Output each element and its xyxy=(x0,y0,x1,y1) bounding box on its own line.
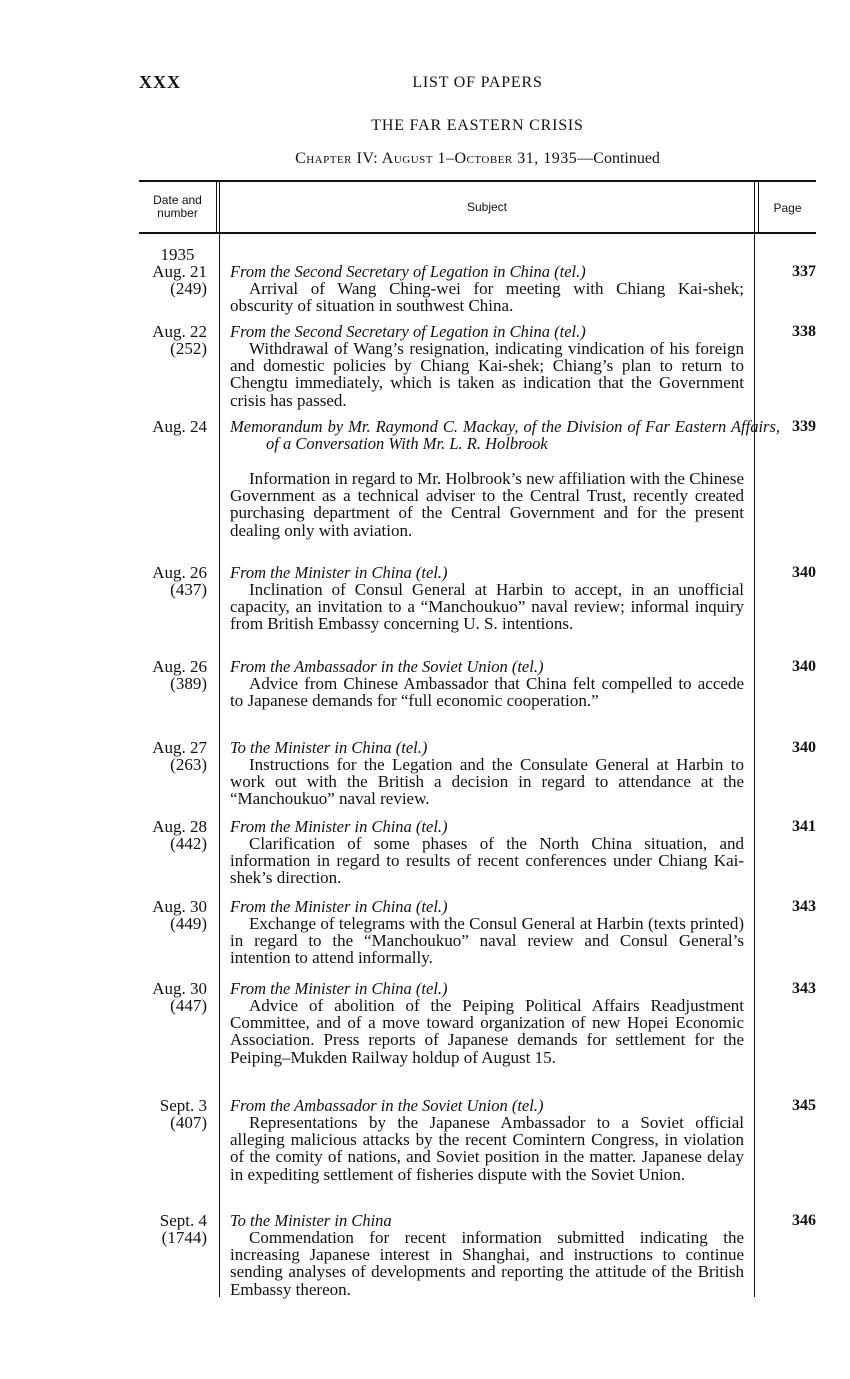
entry-title: From the Minister in China (tel.) xyxy=(230,817,448,836)
entry-date: Aug. 28 xyxy=(152,817,207,836)
entry-page: 339 xyxy=(792,418,816,435)
entry-description: Representations by the Japanese Ambassador to a Soviet official alleging malicious attacks by the recent Comintern Congress, in violation of the comity of nations, and Soviet position in the matter. Japanese delay in expediting settlement of fisheries dispute with the Soviet Union. xyxy=(230,1113,744,1184)
chapter-heading xyxy=(139,150,816,168)
entry-title: From the Ambassador in the Soviet Union (tel.) xyxy=(230,1096,544,1115)
entry-title: From the Second Secretary of Legation in China (tel.) xyxy=(230,262,586,281)
chapter-dates: : August 1–October 31, 1935 xyxy=(373,150,578,167)
entry-date: Aug. 26 xyxy=(152,657,207,676)
column-header-date: Date and number xyxy=(153,193,202,220)
entry-description: Commendation for recent information submitted indicating the increasing Japanese interest in Shanghai, and instructions to continue sending analyses of developments and reporting the attitude of the British Embassy thereon. xyxy=(230,1228,744,1299)
entry-date: Aug. 21 xyxy=(152,262,207,281)
table-row xyxy=(139,418,816,558)
entry-date: Aug. 30 xyxy=(152,979,207,998)
table-row xyxy=(139,818,816,888)
table-row xyxy=(139,323,816,411)
column-header-page: Page xyxy=(773,201,802,215)
entry-date: Aug. 22 xyxy=(152,322,207,341)
year-label: 1935 xyxy=(160,245,195,264)
entry-number: (442) xyxy=(170,834,207,853)
entry-date: Aug. 30 xyxy=(152,897,207,916)
entry-page: 341 xyxy=(792,818,816,835)
entry-page: 343 xyxy=(792,898,816,915)
page-folio: XXX xyxy=(139,72,181,92)
table-row xyxy=(139,980,816,1084)
entry-description: Instructions for the Legation and the Consulate General at Harbin to work out with the British a decision in regard to attendance at the “Manchoukuo” naval review. xyxy=(230,755,744,809)
entry-number: (1744) xyxy=(161,1228,207,1247)
chapter-suffix: —Continued xyxy=(577,150,660,167)
entry-number: (252) xyxy=(170,339,207,358)
entry-number: (407) xyxy=(170,1113,207,1132)
column-divider xyxy=(216,181,217,233)
chapter-label: Chapter IV xyxy=(295,150,374,167)
entry-number: (389) xyxy=(170,674,207,693)
running-head xyxy=(139,72,816,96)
entry-page: 340 xyxy=(792,658,816,675)
entry-date: Aug. 26 xyxy=(152,563,207,582)
table-row xyxy=(139,263,816,315)
entry-title: To the Minister in China xyxy=(230,1211,392,1230)
entry-title: From the Minister in China (tel.) xyxy=(230,563,448,582)
entry-description: Inclination of Consul General at Harbin to accept, in an unofficial capacity, an invitation to a “Manchoukuo” naval review; informal inquiry from British Embassy concerning U. S. intentions. xyxy=(230,580,744,634)
entry-title: From the Minister in China (tel.) xyxy=(230,897,448,916)
entry-number: (449) xyxy=(170,914,207,933)
entry-title: From the Second Secretary of Legation in China (tel.) xyxy=(230,322,586,341)
table-row xyxy=(139,564,816,650)
entry-number: (263) xyxy=(170,755,207,774)
table-row xyxy=(139,898,816,968)
entry-date: Aug. 24 xyxy=(152,417,207,436)
table-row xyxy=(139,1212,816,1300)
table-row xyxy=(139,658,816,728)
entry-title: To the Minister in China (tel.) xyxy=(230,738,428,757)
entry-description: Arrival of Wang Ching-wei for meeting with Chiang Kai-shek; obscurity of situation in southwest China. xyxy=(230,279,744,316)
entry-title: From the Minister in China (tel.) xyxy=(230,979,448,998)
table-top-rule xyxy=(139,180,816,182)
entry-page: 337 xyxy=(792,263,816,280)
entry-title: From the Ambassador in the Soviet Union (tel.) xyxy=(230,657,544,676)
entry-page: 345 xyxy=(792,1097,816,1114)
section-title: THE FAR EASTERN CRISIS xyxy=(371,117,584,134)
entry-page: 343 xyxy=(792,980,816,997)
entry-date: Sept. 4 xyxy=(159,1211,207,1230)
entry-description: Clarification of some phases of the North China situation, and information in regard to results of recent conferences under Chiang Kai-shek’s direction. xyxy=(230,834,744,888)
entry-description: Advice from Chinese Ambassador that China felt compelled to accede to Japanese demands for “full economic cooperation.” xyxy=(230,674,744,711)
entry-description: Withdrawal of Wang’s resignation, indicating vindication of his foreign and domestic policies by Chiang Kai-shek; Chiang’s plan to return to Chengtu immediately, which is taken as indication that the Government crisis has passed. xyxy=(230,339,744,410)
entry-number: (249) xyxy=(170,279,207,298)
entry-date: Sept. 3 xyxy=(159,1096,207,1115)
entry-title: Memorandum by Mr. Raymond C. Mackay, of the Division of Far Eastern Affairs, of a Conversation With Mr. L. R. Holbrook xyxy=(230,417,780,453)
table-row xyxy=(139,739,816,809)
entry-number: (437) xyxy=(170,580,207,599)
entry-date: Aug. 27 xyxy=(152,738,207,757)
entry-page: 340 xyxy=(792,739,816,756)
entry-description: Exchange of telegrams with the Consul General at Harbin (texts printed) in regard to the “Manchoukuo” naval review and Consul General’s intention to attend informally. xyxy=(230,914,744,968)
entry-page: 346 xyxy=(792,1212,816,1229)
entry-page: 340 xyxy=(792,564,816,581)
column-header-subject: Subject xyxy=(466,200,508,214)
table-header-rule xyxy=(139,232,816,234)
running-title: LIST OF PAPERS xyxy=(412,74,543,91)
entry-description: Information in regard to Mr. Holbrook’s new affiliation with the Chinese Government as a technical adviser to the Central Trust, recently created purchasing department of the Central Government and for the present dealing only with aviation. xyxy=(230,469,744,540)
entry-number: (447) xyxy=(170,996,207,1015)
entry-page: 338 xyxy=(792,323,816,340)
entry-description: Advice of abolition of the Peiping Political Affairs Readjustment Committee, and of a move toward organization of new Hopei Economic Association. Press reports of Japanese demands for settlement for the Peiping–Mukden Railway holdup of August 15. xyxy=(230,996,744,1067)
table-row xyxy=(139,1097,816,1201)
